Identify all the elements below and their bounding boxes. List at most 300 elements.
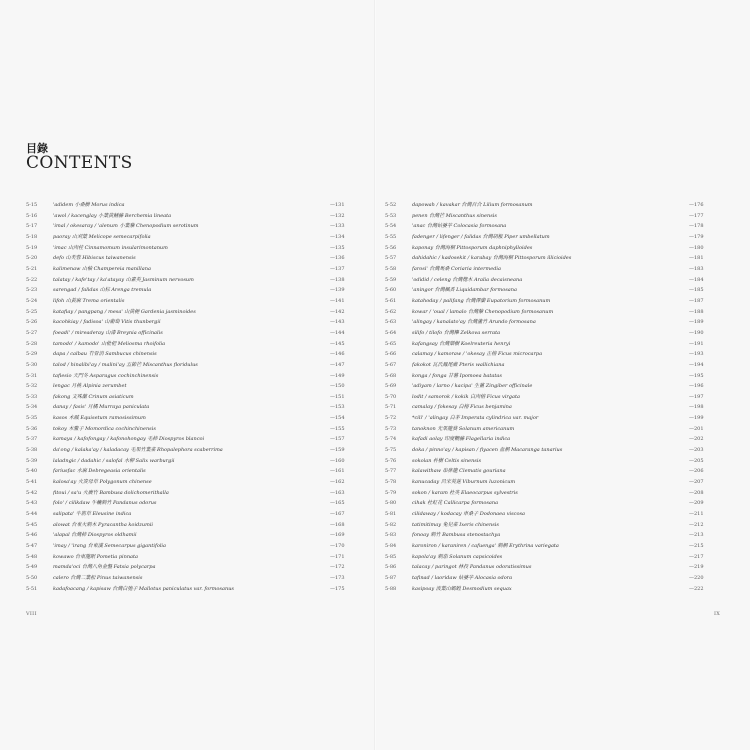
entry-number: 5-37 xyxy=(26,436,38,443)
entry-number: 5-15 xyxy=(26,202,38,208)
toc-entry xyxy=(385,285,728,296)
entry-number: 5-45 xyxy=(26,521,38,528)
entry-number: 5-71 xyxy=(385,404,397,411)
entry-name: defo 山芙蓉 Hibiscus taiwanensis xyxy=(53,255,136,262)
entry-number: 5-20 xyxy=(26,255,38,262)
entry-name: kalimenaw 山柚 Champereia manillana xyxy=(53,265,151,272)
entry-name: tafinad / laoridaw 姑婆芋 Alocasia odora xyxy=(412,574,513,581)
toc-entry xyxy=(26,232,369,243)
entry-name: fitoui / sa'u 火廣竹 Bambusa dolichomerithalla xyxy=(53,489,169,496)
entry-number: 5-76 xyxy=(385,457,397,464)
entry-page: —177 xyxy=(689,212,704,219)
entry-number: 5-33 xyxy=(26,393,38,400)
entry-page: —179 xyxy=(689,233,704,240)
entry-number: 5-86 xyxy=(385,564,397,571)
toc-entry xyxy=(385,232,728,243)
entry-name: tatimitimay 兔兒菜 Ixeris chinensis xyxy=(412,521,499,528)
entry-page: —188 xyxy=(689,308,704,315)
entry-number: 5-30 xyxy=(26,361,38,368)
entry-page: —157 xyxy=(330,436,345,443)
entry-page: —187 xyxy=(689,297,704,304)
entry-name: kadafoacang / kapisaw 台灣白匏子 Mallotus paniculatus var. formosanus xyxy=(53,585,234,592)
entry-number: 5-51 xyxy=(26,585,38,592)
toc-entry xyxy=(26,541,369,552)
entry-page: —220 xyxy=(689,574,704,581)
toc-entry xyxy=(26,285,369,296)
toc-entry xyxy=(385,307,728,318)
entry-number: 5-66 xyxy=(385,351,397,358)
entry-number: 5-43 xyxy=(26,500,38,507)
entry-page: —162 xyxy=(330,479,345,486)
entry-name: sokon / karam 杜英 Elaeocarpus sylvestris xyxy=(412,489,518,496)
toc-entry xyxy=(385,584,728,595)
toc-entry xyxy=(26,530,369,541)
entry-number: 5-77 xyxy=(385,468,397,475)
entry-number: 5-44 xyxy=(26,511,38,518)
entry-name: sokolan 朴樹 Celtis sinensis xyxy=(412,457,482,464)
entry-number: 5-65 xyxy=(385,340,397,347)
entry-name: paoray 山刈葉 Melicope semecarpifolia xyxy=(53,233,151,240)
entry-name: 'odidid / celeng 台灣楤木 Aralia decaisneana xyxy=(412,276,523,283)
entry-number: 5-48 xyxy=(26,553,38,560)
entry-page: —171 xyxy=(330,553,345,560)
entry-number: 5-68 xyxy=(385,372,397,379)
entry-name: 'alingay / kanalato'ay 台灣蘆竹 Arundo formosana xyxy=(412,319,536,326)
entry-page: —185 xyxy=(689,287,704,294)
entry-name: katahoday / palifang 台灣澤蘭 Eupatorium formosanum xyxy=(412,297,551,304)
entry-number: 5-64 xyxy=(385,329,397,336)
entry-name: *cili' / 'alingay 白茅 Imperata cylindrica var. major xyxy=(412,415,539,422)
toc-entry xyxy=(385,456,728,467)
entry-number: 5-79 xyxy=(385,489,397,496)
toc-entry xyxy=(26,211,369,222)
toc-entry xyxy=(385,349,728,360)
entry-name: folo' / cilikdaw 牛轆刺竹 Pandanus odorus xyxy=(53,500,157,507)
entry-number: 5-87 xyxy=(385,574,397,581)
toc-entry xyxy=(385,381,728,392)
toc-entry xyxy=(26,434,369,445)
toc-entry xyxy=(26,456,369,467)
entry-page: —195 xyxy=(689,372,704,379)
entry-page: —176 xyxy=(689,202,704,208)
entry-page: —211 xyxy=(689,511,704,518)
entry-number: 5-16 xyxy=(26,212,38,219)
entry-name: kalosa'ay 火炭母草 Polygonum chinense xyxy=(53,479,152,486)
entry-page: —203 xyxy=(689,447,704,454)
entry-name: tokoy 木鱉子 Momordica cochinchinensis xyxy=(53,425,156,432)
entry-page: —136 xyxy=(330,255,345,262)
entry-number: 5-59 xyxy=(385,276,397,283)
entry-name: dapowah / kavakar 台灣百合 Lilium formosanum xyxy=(412,202,533,208)
toc-entry xyxy=(385,466,728,477)
entry-name: fakokot 瓦氏鳳尾蕨 Pteris wallichiana xyxy=(412,361,505,368)
entry-name: 'imal / okesaray / 'alenum 小葉藜 Chenopodium serotinum xyxy=(53,223,199,230)
entry-number: 5-22 xyxy=(26,276,38,283)
toc-list-left xyxy=(26,200,369,594)
entry-page: —175 xyxy=(330,585,345,592)
entry-number: 5-28 xyxy=(26,340,38,347)
entry-name: katafiay / pangpang / mesa' 山黃梔 Gardenia jasminoides xyxy=(53,308,196,315)
entry-page: —144 xyxy=(330,329,345,336)
entry-page: —163 xyxy=(330,489,345,496)
entry-page: —143 xyxy=(330,319,345,326)
entry-page: —172 xyxy=(330,564,345,571)
entry-name: 'imac 山肉桂 Cinnamomum insularimontanum xyxy=(53,244,168,251)
entry-page: —213 xyxy=(689,532,704,539)
entry-number: 5-53 xyxy=(385,212,397,219)
entry-name: laladngic / dadahic / salofal 水柳 Salix warburgii xyxy=(53,457,175,464)
entry-name: karoniron / karaniren / cafuenga' 刺桐 Erythrina variegata xyxy=(412,543,559,549)
toc-entry xyxy=(385,275,728,286)
toc-entry xyxy=(26,509,369,520)
entry-number: 5-24 xyxy=(26,297,38,304)
entry-page: —199 xyxy=(689,415,704,422)
entry-page: —167 xyxy=(330,511,345,518)
entry-number: 5-69 xyxy=(385,383,397,390)
entry-number: 5-27 xyxy=(26,329,38,336)
entry-page: —168 xyxy=(330,521,345,528)
entry-page: —183 xyxy=(689,265,704,272)
entry-page: —155 xyxy=(330,425,345,432)
entry-name: kapola'ay 刺茄 Solanum capsicoides xyxy=(412,553,503,560)
toc-entry xyxy=(385,317,728,328)
toc-entry xyxy=(26,328,369,339)
toc-entry xyxy=(26,584,369,595)
entry-page: —184 xyxy=(689,276,704,283)
entry-page: —165 xyxy=(330,500,345,507)
entry-page: —222 xyxy=(689,585,704,592)
entry-page: —161 xyxy=(330,468,345,475)
entry-number: 5-39 xyxy=(26,457,38,464)
toc-entry xyxy=(26,413,369,424)
entry-number: 5-34 xyxy=(26,404,38,411)
entry-name: kalawithaw 串鼻龍 Clematis gouriana xyxy=(412,468,506,475)
entry-name: kafangsay 台灣欒樹 Koelreuteria henryi xyxy=(412,340,511,347)
entry-page: —196 xyxy=(689,383,704,390)
toc-entry xyxy=(385,445,728,456)
entry-page: —170 xyxy=(330,543,345,549)
entry-number: 5-72 xyxy=(385,415,397,422)
toc-entry xyxy=(385,339,728,350)
contents-title-en: CONTENTS xyxy=(26,153,133,173)
entry-number: 5-35 xyxy=(26,415,38,422)
entry-page: —217 xyxy=(689,553,704,560)
entry-name: konga / fonga 甘薯 Ipomoea batatas xyxy=(412,372,502,379)
entry-page: —212 xyxy=(689,521,704,528)
entry-page: —219 xyxy=(689,564,704,571)
entry-page: —189 xyxy=(689,319,704,326)
entry-number: 5-46 xyxy=(26,532,38,539)
folio-left: VIII xyxy=(26,611,37,617)
entry-name: 'adiyam / larno / kacipa' 生薑 Zingiber officinale xyxy=(412,383,533,390)
toc-entry xyxy=(385,509,728,520)
toc-entry xyxy=(385,413,728,424)
toc-entry xyxy=(26,371,369,382)
entry-page: —193 xyxy=(689,351,704,358)
toc-entry xyxy=(26,360,369,371)
toc-entry xyxy=(26,221,369,232)
entry-number: 5-50 xyxy=(26,574,38,581)
entry-name: 'imay / 'irang 台東漢 Semecarpus gigantifolia xyxy=(53,543,167,549)
entry-name: alowat 台東火刺木 Pyracantha koidzumii xyxy=(53,521,154,528)
entry-number: 5-78 xyxy=(385,479,397,486)
entry-page: —197 xyxy=(689,393,704,400)
toc-entry xyxy=(26,317,369,328)
entry-page: —132 xyxy=(330,212,345,219)
entry-name: kaponay 台灣海桐 Pittosporum daphniphylloides xyxy=(412,244,533,251)
entry-number: 5-75 xyxy=(385,447,397,454)
entry-page: —131 xyxy=(330,202,345,208)
toc-entry xyxy=(26,264,369,275)
toc-entry xyxy=(385,371,728,382)
toc-entry xyxy=(26,392,369,403)
entry-name: lifoh 山黃麻 Trema orientalis xyxy=(53,297,125,304)
toc-entry xyxy=(26,562,369,573)
entry-number: 5-26 xyxy=(26,319,38,326)
entry-name: farosi' 台灣馬桑 Coriaria intermedia xyxy=(412,265,501,272)
entry-number: 5-88 xyxy=(385,585,397,592)
toc-entry xyxy=(26,573,369,584)
entry-number: 5-17 xyxy=(26,223,38,230)
entry-name: foeadi' / mireaderay 山漆 Breynia officinalis xyxy=(53,329,163,336)
toc-entry xyxy=(385,360,728,371)
entry-name: 'adidem 小桑樹 Morus indica xyxy=(53,202,125,208)
entry-number: 5-32 xyxy=(26,383,38,390)
toc-entry xyxy=(385,211,728,222)
toc-entry xyxy=(385,296,728,307)
entry-number: 5-82 xyxy=(385,521,397,528)
entry-number: 5-58 xyxy=(385,265,397,272)
entry-name: talacay / paringot 林投 Pandanus odoratissimus xyxy=(412,564,532,571)
toc-entry xyxy=(385,328,728,339)
entry-name: calero 台灣二葉松 Pinus taiwanensis xyxy=(53,574,143,581)
entry-page: —198 xyxy=(689,404,704,411)
entry-page: —142 xyxy=(330,308,345,315)
entry-name: lodit / samorok / kokik 白肉榕 Ficus virgata xyxy=(412,393,520,400)
entry-number: 5-36 xyxy=(26,425,38,432)
toc-entry xyxy=(26,552,369,563)
entry-number: 5-21 xyxy=(26,265,38,272)
entry-name: kowar / 'oual / lamalo 台灣藜 Chenopodium formosanum xyxy=(412,308,554,315)
entry-name: 'aningor 台灣楓香 Liquidambar formosana xyxy=(412,287,517,294)
entry-name: kasipoay 波葉山螞蝗 Desmodium sequax xyxy=(412,585,512,592)
entry-number: 5-63 xyxy=(385,319,397,326)
toc-entry xyxy=(385,264,728,275)
entry-number: 5-19 xyxy=(26,244,38,251)
toc-entry xyxy=(26,253,369,264)
entry-page: —202 xyxy=(689,436,704,443)
entry-page: —133 xyxy=(330,223,345,230)
entry-number: 5-57 xyxy=(385,255,397,262)
entry-name: lengac 月桃 Alpinia zerumbet xyxy=(53,383,127,390)
entry-name: dahidahic / kadosekit / karabay 台灣海桐 Pittosporum illicioides xyxy=(412,255,572,262)
entry-page: —134 xyxy=(330,233,345,240)
toc-entry xyxy=(385,424,728,435)
toc-entry xyxy=(26,349,369,360)
entry-number: 5-56 xyxy=(385,244,397,251)
entry-number: 5-61 xyxy=(385,297,397,304)
entry-page: —135 xyxy=(330,244,345,251)
entry-name: sarengad / falidas 山棕 Arenga tremula xyxy=(53,287,152,294)
entry-number: 5-62 xyxy=(385,308,397,315)
entry-number: 5-31 xyxy=(26,372,38,379)
entry-name: tanoknon 光果龍葵 Solanum americanum xyxy=(412,425,515,432)
toc-entry xyxy=(385,402,728,413)
entry-page: —173 xyxy=(330,574,345,581)
toc-entry xyxy=(26,339,369,350)
entry-name: kasos 木賊 Equisetum ramosissimum xyxy=(53,415,146,422)
contents-title-zh: 目錄 xyxy=(26,142,48,155)
entry-name: dapa / calbau 冇骨消 Sambucus chinensis xyxy=(53,351,157,358)
toc-entry xyxy=(26,477,369,488)
entry-page: —191 xyxy=(689,340,704,347)
toc-entry xyxy=(26,488,369,499)
entry-number: 5-52 xyxy=(385,202,397,208)
toc-entry xyxy=(385,253,728,264)
toc-entry xyxy=(385,541,728,552)
entry-number: 5-70 xyxy=(385,393,397,400)
entry-name: da'ong / kalaka'ay / kaladacay 毛果竹葉菜 Rhopalephora scaberrima xyxy=(53,447,223,454)
entry-name: danay / fasis' 月橘 Murraya paniculata xyxy=(53,404,150,411)
entry-page: —147 xyxy=(330,361,345,368)
entry-page: —206 xyxy=(689,468,704,475)
toc-entry xyxy=(26,307,369,318)
entry-name: mamda'oci 台灣八角金盤 Fatsia polycarpa xyxy=(53,564,156,571)
entry-page: —151 xyxy=(330,393,345,400)
toc-entry xyxy=(385,573,728,584)
toc-entry xyxy=(26,424,369,435)
entry-page: —159 xyxy=(330,447,345,454)
entry-number: 5-23 xyxy=(26,287,38,294)
toc-entry xyxy=(385,488,728,499)
entry-number: 5-67 xyxy=(385,361,397,368)
entry-name: kanucaday 呂宋莢蒾 Viburnum luzonicum xyxy=(412,479,516,486)
entry-page: —181 xyxy=(689,255,704,262)
entry-name: calamay / kamoraw / 'okesay 正榕 Ficus microcarpa xyxy=(412,351,543,358)
folio-right: IX xyxy=(714,611,721,617)
entry-number: 5-73 xyxy=(385,425,397,432)
toc-entry xyxy=(385,477,728,488)
toc-entry xyxy=(26,402,369,413)
toc-entry xyxy=(385,221,728,232)
entry-page: —149 xyxy=(330,372,345,379)
toc-entry xyxy=(385,200,728,211)
entry-name: silifo / tilofo 台灣櫸 Zelkova serrata xyxy=(412,329,501,336)
toc-entry xyxy=(26,445,369,456)
entry-number: 5-42 xyxy=(26,489,38,496)
entry-number: 5-55 xyxy=(385,233,397,240)
entry-name: talod / hinalibi'ay / malini'ay 五節芒 Miscanthus floridulus xyxy=(53,361,198,368)
toc-entry xyxy=(26,200,369,211)
entry-page: —205 xyxy=(689,457,704,464)
entry-name: fonoay 刺竹 Bambusa stenostachya xyxy=(412,532,501,539)
entry-name: 'awol / kacenglay 小葉黃鱔藤 Berchemia lineata xyxy=(53,212,172,219)
entry-name: fakong 文殊蘭 Crinum asiaticum xyxy=(53,393,134,400)
toc-entry xyxy=(26,466,369,477)
entry-name: penen 台灣芒 Miscanthus sinensis xyxy=(412,212,497,219)
toc-entry xyxy=(26,520,369,531)
entry-name: kacohkiay / fadisoa' 山葡萄 Vitis thunbergii xyxy=(53,319,161,326)
right-page xyxy=(375,0,750,750)
entry-number: 5-80 xyxy=(385,500,397,507)
toc-entry xyxy=(385,434,728,445)
entry-page: —190 xyxy=(689,329,704,336)
entry-page: —146 xyxy=(330,351,345,358)
toc-entry xyxy=(385,392,728,403)
entry-name: 'anac 台灣姑婆芋 Colocasia formosana xyxy=(412,223,507,230)
entry-page: —207 xyxy=(689,479,704,486)
entry-name: cihak 杜虹花 Callicarpa formosana xyxy=(412,500,499,507)
toc-list-right xyxy=(385,200,728,594)
toc-entry xyxy=(26,296,369,307)
toc-entry xyxy=(26,275,369,286)
entry-name: tafiesio 天門冬 Asparagus cochinchinensis xyxy=(53,372,159,379)
toc-entry xyxy=(385,552,728,563)
toc-entry xyxy=(385,562,728,573)
entry-page: —154 xyxy=(330,415,345,422)
entry-page: —215 xyxy=(689,543,704,549)
entry-page: —139 xyxy=(330,287,345,294)
entry-name: tamodo' / kamodo' 山枇杷 Meliosma rhoifolia xyxy=(53,340,166,347)
entry-page: —194 xyxy=(689,361,704,368)
toc-entry xyxy=(26,381,369,392)
entry-number: 5-25 xyxy=(26,308,38,315)
entry-page: —169 xyxy=(330,532,345,539)
toc-entry xyxy=(385,243,728,254)
toc-entry xyxy=(26,498,369,509)
entry-number: 5-74 xyxy=(385,436,397,443)
entry-number: 5-54 xyxy=(385,223,397,230)
entry-page: —208 xyxy=(689,489,704,496)
entry-name: doka / pinno'ay / kapisan / fiyacen 血桐 Macaranga tanarius xyxy=(412,447,563,454)
entry-number: 5-49 xyxy=(26,564,38,571)
entry-page: —180 xyxy=(689,244,704,251)
entry-name: talatay / kafe'tay / ka'atayay 山素英 Jasminum nervosum xyxy=(53,276,194,283)
entry-page: —150 xyxy=(330,383,345,390)
entry-number: 5-81 xyxy=(385,511,397,518)
entry-number: 5-85 xyxy=(385,553,397,560)
entry-page: —160 xyxy=(330,457,345,464)
entry-page: —141 xyxy=(330,297,345,304)
entry-number: 5-18 xyxy=(26,233,38,240)
entry-number: 5-38 xyxy=(26,447,38,454)
entry-number: 5-83 xyxy=(385,532,397,539)
entry-number: 5-84 xyxy=(385,543,397,549)
entry-name: kamaya / kafofongay / kafonohongay 毛柿 Diospyros blancoi xyxy=(53,436,205,443)
entry-number: 5-41 xyxy=(26,479,38,486)
entry-number: 5-47 xyxy=(26,543,38,549)
entry-name: kafadi aolay 印度鞭藤 Flagellaria indica xyxy=(412,436,511,443)
entry-name: fariusfac 水麻 Debregeasia orientalis xyxy=(53,468,146,475)
entry-number: 5-29 xyxy=(26,351,38,358)
entry-page: —145 xyxy=(330,340,345,347)
entry-number: 5-40 xyxy=(26,468,38,475)
toc-entry xyxy=(26,243,369,254)
toc-entry xyxy=(385,498,728,509)
entry-name: salipata' 牛筋草 Eleusine indica xyxy=(53,511,132,518)
entry-page: —201 xyxy=(689,425,704,432)
entry-page: —178 xyxy=(689,223,704,230)
entry-page: —209 xyxy=(689,500,704,507)
entry-name: kowawo 台東龍眼 Pometia pinnata xyxy=(53,553,139,560)
entry-name: 'alapal 台灣柿 Diospyros oldhamii xyxy=(53,532,137,539)
entry-name: cilidaway / kodacay 車桑子 Dodonaea viscosa xyxy=(412,511,526,518)
toc-entry xyxy=(385,520,728,531)
entry-name: camalay / fokesay 白榕 Ficus benjamina xyxy=(412,404,512,411)
entry-page: —137 xyxy=(330,265,345,272)
entry-name: fadenger / lifenger / falidas 台灣胡椒 Piper umbellatum xyxy=(412,233,550,240)
toc-entry xyxy=(385,530,728,541)
